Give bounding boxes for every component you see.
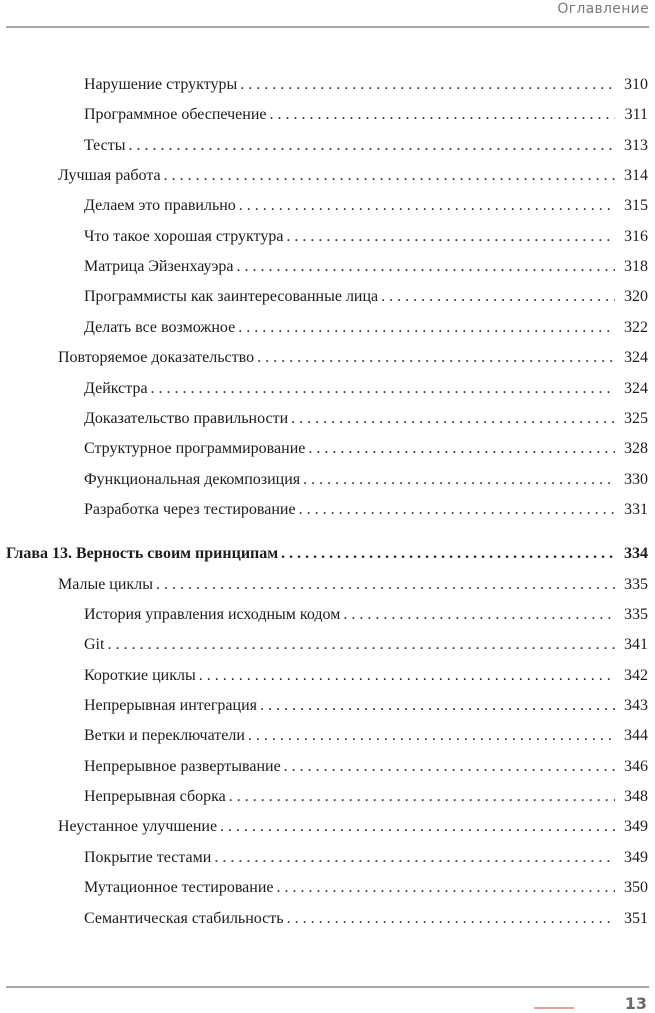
toc-entry-title: Мутационное тестирование [84, 879, 274, 897]
top-rule [6, 26, 649, 28]
toc-subsection-entry [0, 222, 648, 252]
toc-leader-dots [129, 131, 615, 161]
toc-leader-dots [284, 752, 615, 782]
toc-entry-title: Структурное программирование [84, 440, 306, 458]
toc-leader-dots [343, 600, 615, 630]
toc-entry-title: Нарушение структуры [84, 76, 238, 93]
toc-subsection-entry [0, 252, 648, 282]
running-head: Оглавление [557, 1, 649, 17]
toc-leader-dots [248, 721, 615, 751]
toc-entry-page: 320 [624, 288, 648, 306]
toc-subsection-entry [0, 782, 648, 812]
toc-leader-dots [238, 313, 615, 343]
toc-entry-page: 342 [624, 666, 648, 684]
toc-entry-page: 343 [624, 697, 648, 714]
toc-subsection-entry [0, 873, 648, 903]
toc-entry-page: 335 [624, 575, 648, 593]
toc-leader-dots [276, 873, 615, 903]
toc-entry-title: Семантическая стабильность [84, 909, 284, 927]
toc-subsection-entry [0, 191, 648, 221]
toc-leader-dots [239, 191, 615, 221]
bottom-rule [6, 986, 649, 988]
toc-subsection-entry [0, 434, 648, 464]
toc-entry-page: 349 [624, 818, 648, 836]
toc-subsection-entry [0, 313, 648, 343]
toc-chapter-entry [0, 539, 648, 569]
toc-entry-page: 318 [624, 258, 648, 276]
toc-entry-title: Неустанное улучшение [58, 818, 218, 836]
toc-entry-page: 324 [624, 349, 648, 367]
toc-entry-title: История управления исходным кодом [84, 606, 341, 623]
toc-leader-dots [303, 465, 615, 495]
toc-entry-title: Непрерывная сборка [84, 788, 226, 806]
toc-subsection-entry [0, 904, 648, 934]
toc-entry-page: 341 [624, 636, 648, 654]
toc-leader-dots [199, 661, 615, 691]
toc-subsection-entry [0, 131, 648, 161]
toc-subsection-entry [0, 465, 648, 495]
toc-subsection-entry [0, 100, 648, 130]
toc-entry-page: 346 [624, 757, 648, 775]
toc-entry-page: 350 [624, 879, 648, 897]
toc-entry-page: 349 [624, 848, 648, 866]
toc-leader-dots [260, 691, 615, 721]
footer-accent-mark [534, 1007, 574, 1009]
toc-subsection-entry [0, 661, 648, 691]
toc-subsection-entry [0, 691, 648, 721]
toc-entry-title: Малые циклы [58, 575, 153, 593]
toc-entry-title: Дейкстра [84, 379, 148, 397]
toc-entry-page: 310 [624, 76, 648, 93]
toc-entry-page: 314 [624, 167, 648, 185]
toc-entry-page: 313 [624, 136, 648, 154]
toc-subsection-entry [0, 843, 648, 873]
toc-leader-dots [220, 812, 615, 842]
toc-leader-dots [236, 252, 615, 282]
toc-entry-page: 331 [624, 500, 648, 518]
toc-entry-page: 334 [624, 545, 648, 563]
toc-leader-dots [107, 630, 615, 660]
toc-entry-page: 311 [624, 106, 648, 124]
toc-leader-dots [257, 343, 615, 373]
toc-entry-page: 325 [624, 409, 648, 427]
toc-entry-page: 351 [624, 909, 648, 927]
toc-leader-dots [214, 843, 615, 873]
toc-entry-title: Ветки и переключатели [84, 727, 245, 745]
page-number: 13 [624, 994, 647, 1013]
toc-section-entry [0, 570, 648, 600]
toc-entry-page: 335 [624, 606, 648, 623]
toc-entry-title: Лучшая работа [58, 167, 161, 185]
toc-entry-title: Глава 13. Верность своим принципам [6, 545, 279, 563]
toc-subsection-entry [0, 630, 648, 660]
toc-leader-dots [229, 782, 615, 812]
toc-section-entry [0, 343, 648, 373]
toc-entry-title: Программное обеспечение [84, 106, 267, 124]
toc-entry-page: 322 [624, 318, 648, 336]
toc-entry-title: Делать все возможное [84, 318, 236, 336]
toc-entry-title: Тесты [84, 136, 126, 154]
toc-leader-dots [381, 282, 615, 312]
toc-leader-dots [151, 374, 615, 404]
toc-entry-title: Повторяемое доказательство [58, 349, 255, 367]
toc-entry-title: Непрерывная интеграция [84, 697, 258, 714]
toc-subsection-entry [0, 752, 648, 782]
toc-entry-title: Доказательство правильности [84, 409, 289, 427]
toc-leader-dots [291, 404, 615, 434]
toc-entry-page: 328 [624, 440, 648, 458]
toc-entry-title: Покрытие тестами [84, 848, 212, 866]
toc-leader-dots [270, 100, 616, 130]
toc-entry-title: Разработка через тестирование [84, 500, 296, 518]
toc-subsection-entry [0, 600, 648, 630]
toc-entry-title: Непрерывное развертывание [84, 757, 281, 775]
toc-entry-title: Матрица Эйзенхауэра [84, 258, 234, 276]
toc-entry-title: Делаем это правильно [84, 197, 236, 215]
toc-leader-dots [164, 161, 615, 191]
toc-entry-title: Функциональная декомпозиция [84, 470, 301, 488]
toc-subsection-entry [0, 721, 648, 751]
toc-subsection-entry [0, 495, 648, 525]
toc-entry-page: 324 [624, 379, 648, 397]
toc-subsection-entry [0, 374, 648, 404]
toc-leader-dots [281, 539, 615, 569]
toc-leader-dots [240, 70, 615, 100]
toc-entry-title: Программисты как заинтересованные лица [84, 288, 379, 306]
toc-entry-title: Git [84, 636, 105, 654]
toc-subsection-entry [0, 404, 648, 434]
toc-entry-title: Короткие циклы [84, 666, 196, 684]
toc-entry-page: 330 [624, 470, 648, 488]
toc-entry-title: Что такое хорошая структура [84, 227, 284, 245]
toc-leader-dots [287, 904, 615, 934]
toc-entry-page: 315 [624, 197, 648, 215]
toc-leader-dots [299, 495, 615, 525]
toc-entry-page: 344 [624, 727, 648, 745]
toc-subsection-entry [0, 70, 648, 100]
toc-section-entry [0, 161, 648, 191]
toc-subsection-entry [0, 282, 648, 312]
toc-leader-dots [308, 434, 615, 464]
toc-section-entry [0, 812, 648, 842]
toc-leader-dots [156, 570, 615, 600]
toc-entry-page: 348 [624, 788, 648, 806]
toc-leader-dots [286, 222, 615, 252]
toc-entry-page: 316 [624, 227, 648, 245]
